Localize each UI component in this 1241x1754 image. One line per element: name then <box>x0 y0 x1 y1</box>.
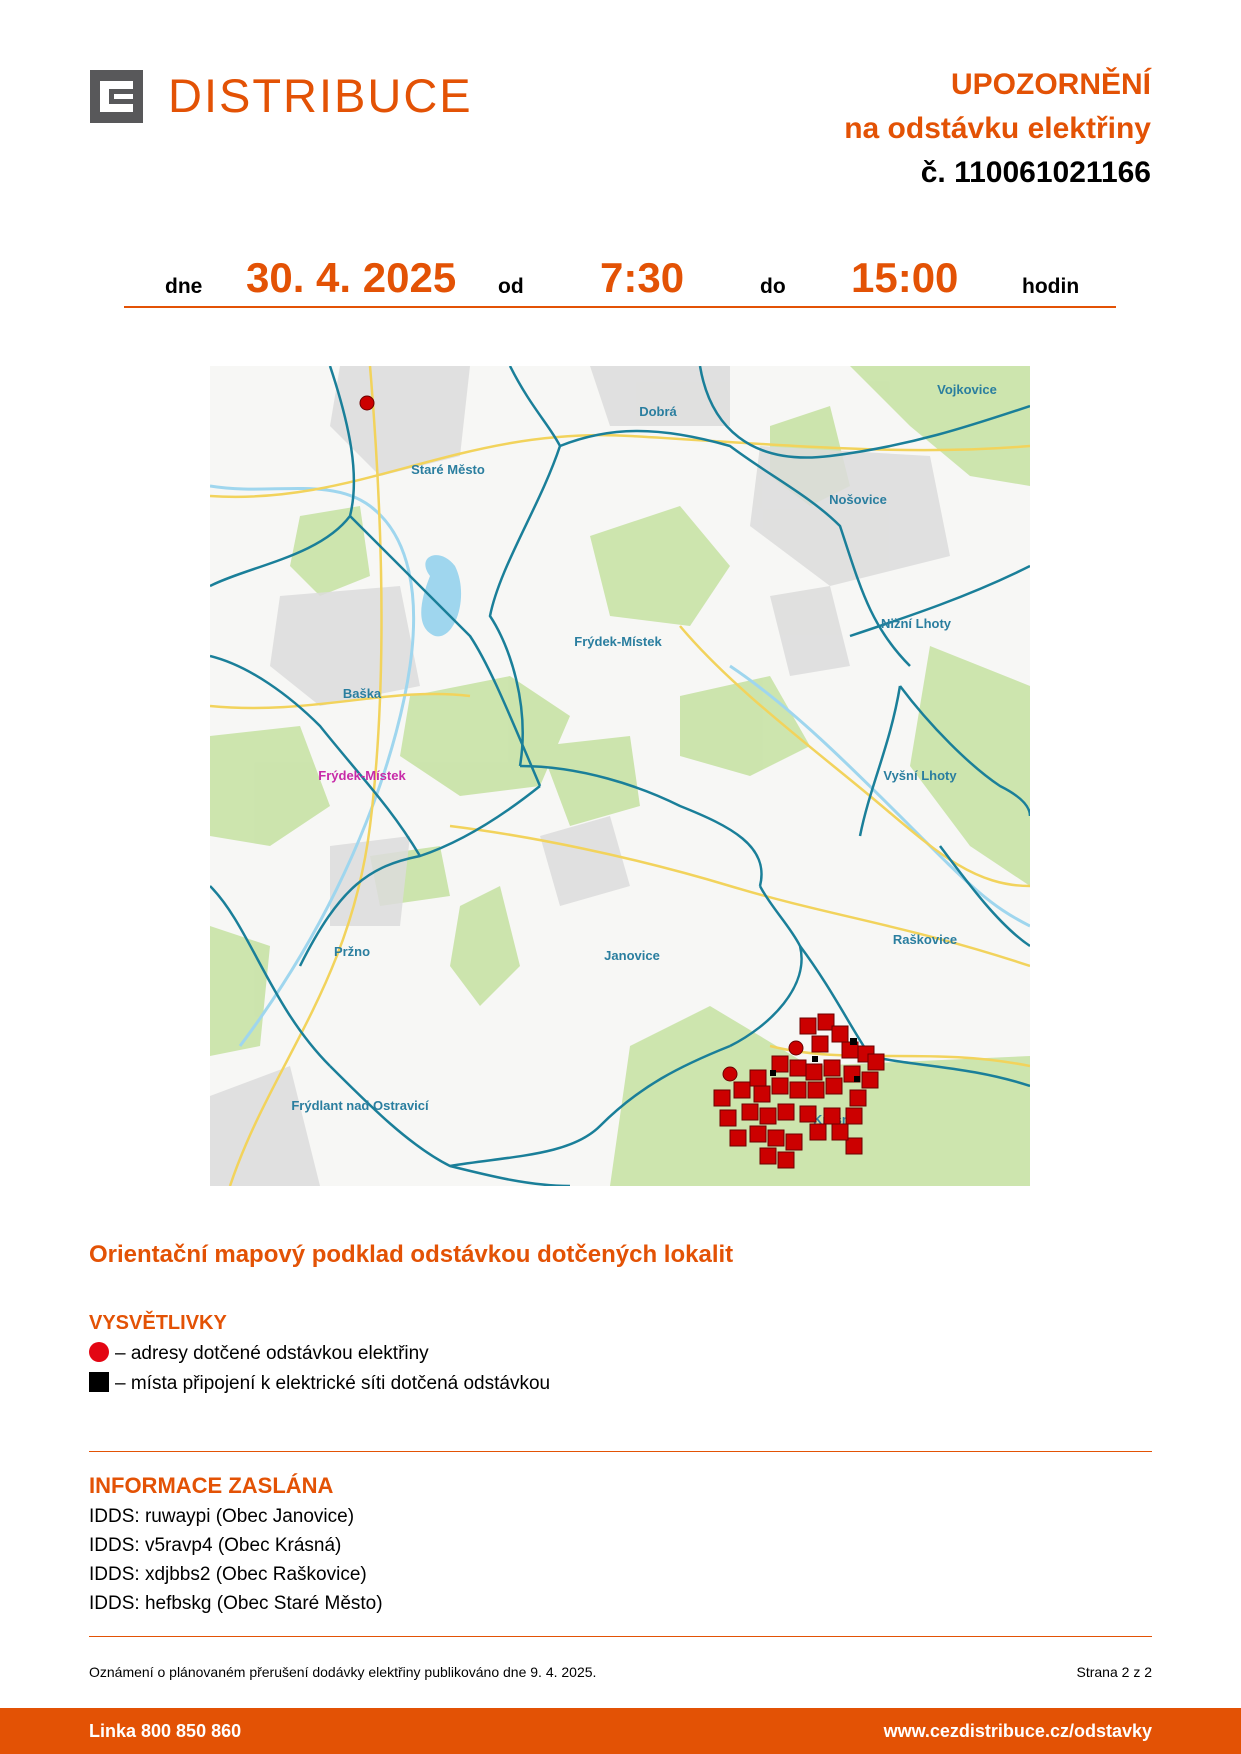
legend-addresses-text: – adresy dotčené odstávkou elektřiny <box>115 1343 429 1364</box>
legend-row-connections <box>89 1371 550 1397</box>
map-label-frydlant: Frýdlant nad Ostravicí <box>291 1098 429 1113</box>
cez-logo-icon <box>90 70 143 123</box>
red-dot-icon <box>89 1342 109 1362</box>
map-label-raskovice: Raškovice <box>892 932 958 947</box>
black-square-icon <box>89 1372 109 1392</box>
map-label-frydek-mistek: Frýdek-Místek <box>574 634 662 649</box>
label-from: od <box>498 275 524 298</box>
map-label-dobra: Dobrá <box>639 404 677 419</box>
info-line: IDDS: xdjbbs2 (Obec Raškovice) <box>89 1564 367 1585</box>
map-caption: Orientační mapový podklad odstávkou dotčených lokalit <box>89 1241 734 1268</box>
info-heading: INFORMACE ZASLÁNA <box>89 1473 334 1498</box>
section-divider <box>89 1636 1152 1637</box>
brand-name: DISTRIBUCE <box>168 69 473 122</box>
map-label-vojkovice: Vojkovice <box>937 382 997 397</box>
map-label-przno: Pržno <box>333 944 371 959</box>
map-label-baska: Baška <box>342 686 382 701</box>
map-label-nizni-lhoty: Nižní Lhoty <box>880 616 952 631</box>
address-marker <box>360 396 374 410</box>
label-hours: hodin <box>1022 275 1080 298</box>
time-to: 15:00 <box>851 254 959 301</box>
time-from: 7:30 <box>600 254 685 301</box>
section-divider <box>89 1451 1152 1452</box>
footer-phone: Linka 800 850 860 <box>89 1721 242 1741</box>
legend-row-addresses <box>89 1341 429 1367</box>
outage-map <box>210 366 1030 1186</box>
date-rule <box>124 306 1116 308</box>
label-to: do <box>760 275 786 298</box>
legend-connections-text: – místa připojení k elektrické síti dotčená odstávkou <box>115 1373 551 1394</box>
info-line: IDDS: v5ravp4 (Obec Krásná) <box>89 1535 342 1556</box>
label-day: dne <box>165 275 203 298</box>
legend-heading: VYSVĚTLIVKY <box>89 1312 227 1334</box>
map-label-nosovice: Nošovice <box>829 492 887 507</box>
info-line: IDDS: ruwaypi (Obec Janovice) <box>89 1506 355 1527</box>
notice-title: UPOZORNĚNÍ <box>950 68 1151 101</box>
info-line: IDDS: hefbskg (Obec Staré Město) <box>89 1593 383 1614</box>
map-label-frydek-mistek-district: Frýdek-Místek <box>318 768 406 783</box>
notice-subtitle: na odstávku elektřiny <box>844 112 1151 145</box>
publish-note: Oznámení o plánovaném přerušení dodávky elektřiny publikováno dne 9. 4. 2025. <box>89 1664 597 1680</box>
page-number: Strana 2 z 2 <box>1076 1664 1152 1680</box>
map-label-stare-mesto: Staré Město <box>411 462 485 477</box>
map-label-vysni-lhoty: Vyšní Lhoty <box>883 768 957 783</box>
map-label-janovice: Janovice <box>604 948 660 963</box>
notice-number: č. 110061021166 <box>920 156 1151 189</box>
footer-url-link[interactable]: www.cezdistribuce.cz/odstavky <box>883 1721 1152 1741</box>
outage-date: 30. 4. 2025 <box>246 254 457 301</box>
